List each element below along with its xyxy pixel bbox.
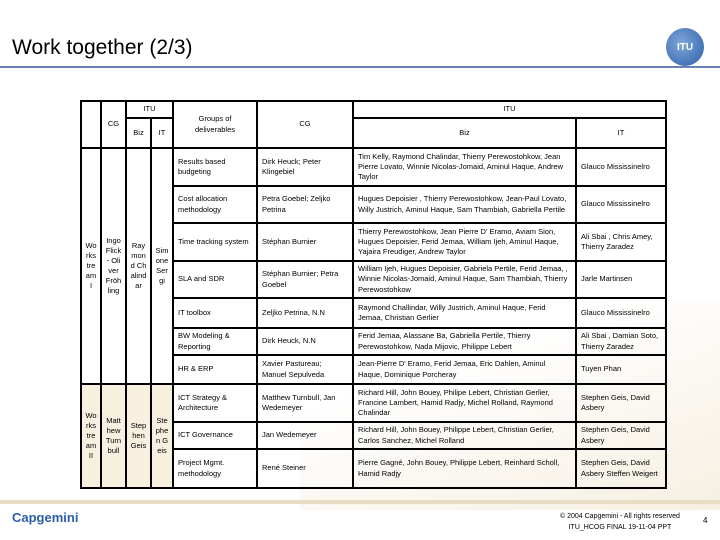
header-biz-short: Biz [126, 118, 151, 148]
it-members: Glauco Mississinelro [576, 186, 666, 223]
deliverable-group: Project Mgmt. methodology [173, 449, 257, 488]
biz-members: Tim Kelly, Raymond Chalindar, Thierry Perewostohkow, Jean Pierre Lovato, Winnie Nicolas-Jomaid, Aminul Haque, Andrew Taylor [353, 148, 576, 186]
biz-members: Jean-Pierre D' Eramo, Ferid Jemaa, Eric Dahlen, Aminul Haque, Dominique Porcheray [353, 355, 576, 384]
cg-members: Jan Wedemeyer [257, 422, 353, 449]
copyright: © 2004 Capgemini - All rights reserved [560, 513, 680, 520]
biz-members: William Ijeh, Hugues Depoisier, Gabriela Pertile, Ferid Jemaa, , Winnie Nicolas-Jomaid, Aminul Haque, Sam Thambiah, Thierry Perewostohkow [353, 261, 576, 298]
biz-members: Hugues Depoisier , Thierry Perewostohkow, Jean-Paul Lovato, Willy Justrich, Aminul Haque, Sam Thambiah, Gabriella Pertile [353, 186, 576, 223]
biz-members: Thierry Perewostohkow, Jean Pierre D' Eramo, Aviam Sion, Hugues Depoisier, Ferid Jemaa, William Ijeh, Aminul Haque, Yajaira Freudiger, Andrew Taylor [353, 223, 576, 261]
header-cg: CG [257, 101, 353, 148]
header-biz: Biz [353, 118, 576, 148]
it-members: Stephen Geis, David Asbery Steffen Weigert [576, 449, 666, 488]
biz-members: Richard Hill, John Bouey, Philipe Lebert, Christian Gerlier, Francine Lambert, Hamid Radjy, Michel Rolland, Raymond Chalindar [353, 384, 576, 422]
cg-members: Dirk Heuck; Peter Klingebiel [257, 148, 353, 186]
cg-members: Zeljko Petrina, N.N [257, 298, 353, 328]
title-divider [0, 66, 720, 68]
deliverable-group: IT toolbox [173, 298, 257, 328]
biz-members: Pierre Gagné, John Bouey, Philippe Lebert, Reinhard Scholl, Hamid Radjy [353, 449, 576, 488]
workstream-cg-lead: Matthew Turnbull [101, 384, 126, 488]
deliverable-group: ICT Strategy & Architecture [173, 384, 257, 422]
workstream-biz-lead: Raymond Chalindar [126, 148, 151, 384]
it-members: Stephen Geis, David Asbery [576, 422, 666, 449]
cg-members: Stéphan Burnier; Petra Goebel [257, 261, 353, 298]
itu-logo: ITU [666, 28, 704, 66]
cg-members: Dirk Heuck, N.N [257, 328, 353, 355]
page-title: Work together (2/3) [12, 36, 193, 59]
capgemini-logo: Capgemini [12, 510, 79, 525]
corner-cell [81, 101, 101, 148]
it-members: Glauco Mississinelro [576, 298, 666, 328]
deliverable-group: HR & ERP [173, 355, 257, 384]
biz-members: Ferid Jemaa, Alassane Ba, Gabriella Pertile, Thierry Perewostohkow, Nada Mijovic, Philippe Lebert [353, 328, 576, 355]
deliverable-group: Time tracking system [173, 223, 257, 261]
workstream-name: Workstream II [81, 384, 101, 488]
table-row [81, 148, 666, 186]
it-members: Ali Sbai , Damian Soto, Thierry Zaradez [576, 328, 666, 355]
it-members: Stephen Geis, David Asbery [576, 384, 666, 422]
biz-members: Raymond Challindar, Willy Justrich, Aminul Haque, Ferid Jemaa, Christian Gerlier [353, 298, 576, 328]
cg-members: Xavier Pastureau; Manuel Sepulveda [257, 355, 353, 384]
workstream-table [80, 100, 667, 489]
header-cg-short: CG [101, 101, 126, 148]
cg-members: Matthew Turnbull, Jan Wedemeyer [257, 384, 353, 422]
deliverable-group: Results based budgeting [173, 148, 257, 186]
deliverable-group: SLA and SDR [173, 261, 257, 298]
workstream-it-lead: Simone Sergi [151, 148, 173, 384]
deliverable-group: ICT Governance [173, 422, 257, 449]
cg-members: Petra Goebel; Zeljko Petrina [257, 186, 353, 223]
header-itu: ITU [353, 101, 666, 118]
workstream-it-lead: Stephen Geis [151, 384, 173, 488]
workstream-biz-lead: Stephen Geis [126, 384, 151, 488]
biz-members: Richard Hill, John Bouey, Philippe Lebert, Christian Gerlier, Carlos Sanchez, Michel Rolland [353, 422, 576, 449]
workstream-name: Workstream I [81, 148, 101, 384]
footer-bar [0, 500, 720, 504]
header-it: IT [576, 118, 666, 148]
workstream-cg-lead: Ingo Flick - Oliver Fröhling [101, 148, 126, 384]
it-members: Tuyen Phan [576, 355, 666, 384]
header-itu-short: ITU [126, 101, 173, 118]
it-members: Glauco Mississinelro [576, 148, 666, 186]
cg-members: René Steiner [257, 449, 353, 488]
page-number: 4 [703, 516, 708, 525]
file-name: ITU_HCOG FINAL 19-11-04 PPT [568, 523, 672, 531]
cg-members: Stéphan Burnier [257, 223, 353, 261]
footer-text [560, 512, 680, 533]
deliverable-group: Cost allocation methodology [173, 186, 257, 223]
table-row [81, 384, 666, 422]
deliverable-group: BW Modeling & Reporting [173, 328, 257, 355]
header-it-short: IT [151, 118, 173, 148]
header-groups: Groups of deliverables [173, 101, 257, 148]
it-members: Jarle Martinsen [576, 261, 666, 298]
it-members: Ali Sbai , Chris Amey, Thierry Zaradez [576, 223, 666, 261]
